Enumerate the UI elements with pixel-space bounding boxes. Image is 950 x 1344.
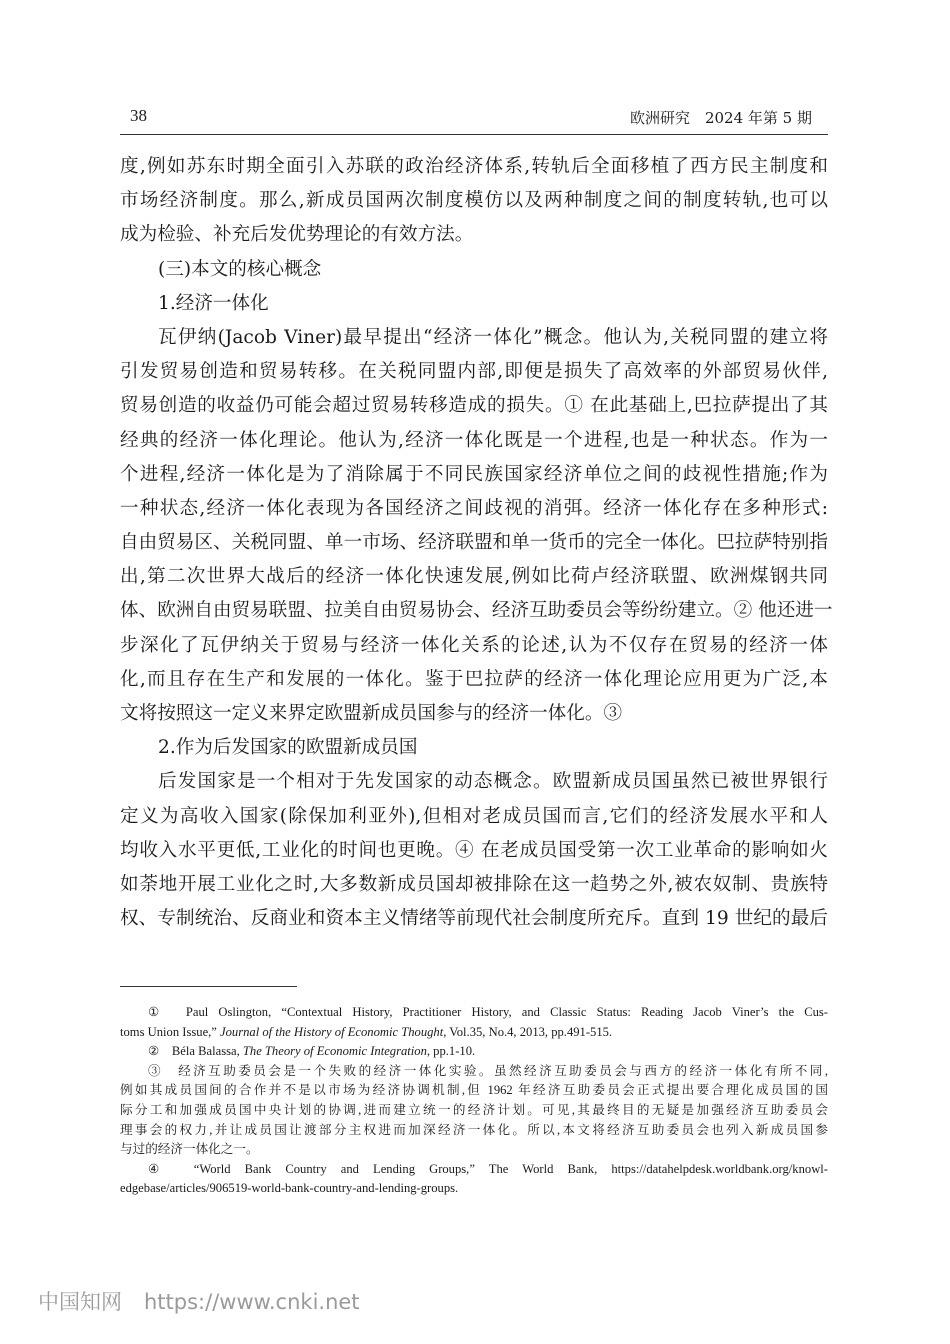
- body-line: 引发贸易创造和贸易转移。在关税同盟内部,即便是损失了高效率的外部贸易伙伴,: [120, 361, 828, 383]
- footnote-text: 理事会的权力,并让成员国让渡部分主权进而加深经济一体化。所以,本文将经济互助委员会也列入新成员国参: [120, 1122, 828, 1137]
- footnote-separator: [120, 986, 297, 987]
- footnote-line: [120, 1140, 828, 1160]
- body-line: 出,第二次世界大战后的经济一体化快速发展,例如比荷卢经济联盟、欧洲煤钢共同: [120, 566, 828, 588]
- footnote-text: , pp.1-10.: [426, 1044, 476, 1059]
- body-line: 度,例如苏东时期全面引入苏联的政治经济体系,转轨后全面移植了西方民主制度和: [120, 156, 828, 177]
- body-line: 体、欧洲自由贸易联盟、拉美自由贸易协会、经济互助委员会等纷纷建立。② 他还进一: [120, 600, 833, 622]
- footnote-line: [120, 1003, 828, 1023]
- body-line: 贸易创造的收益仍可能会超过贸易转移造成的损失。① 在此基础上,巴拉萨提出了其: [120, 395, 828, 417]
- body-line: 步深化了瓦伊纳关于贸易与经济一体化关系的论述,认为不仅存在贸易的经济一体: [120, 634, 828, 656]
- body-line: 权、专制统治、反商业和资本主义情绪等前现代社会制度所充斥。直到 19 世纪的最后: [120, 908, 828, 930]
- footnote-line: [120, 1023, 828, 1043]
- footnote-text: 例如其成员国间的合作并不是以市场为经济协调机制,但 1962 年经济互助委员会正式提出要合理化成员国的国: [120, 1083, 828, 1098]
- body-line: 自由贸易区、关税同盟、单一市场、经济联盟和单一货币的完全一体化。巴拉萨特别指: [120, 532, 828, 554]
- body-line: 均收入水平更低,工业化的时间也更晚。④ 在老成员国受第一次工业革命的影响如火: [120, 839, 828, 861]
- body-line: 经典的经济一体化理论。他认为,经济一体化既是一个进程,也是一种状态。作为一: [120, 429, 828, 451]
- body-line: 如荼地开展工业化之时,大多数新成员国却被排除在这一趋势之外,被农奴制、贵族特: [120, 873, 828, 895]
- footnote-text: toms Union Issue,”: [120, 1024, 221, 1039]
- footnote-line: [120, 1062, 828, 1082]
- journal-issue: 欧洲研究 2024 年第 5 期: [629, 109, 812, 127]
- footnote-line: [120, 1179, 828, 1199]
- page-number: 38: [130, 106, 147, 125]
- watermark-brand: 中国知网: [38, 1290, 122, 1314]
- body-line: (三)本文的核心概念: [158, 258, 322, 280]
- footnote-line: [120, 1081, 828, 1101]
- body-line: 文将按照这一定义来界定欧盟新成员国参与的经济一体化。③: [120, 703, 623, 724]
- footnotes: [120, 1003, 828, 1199]
- footnote-line: [120, 1042, 828, 1062]
- footnote-text: ① Paul Oslington, “Contextual History, Practitioner History, and Classic Status: Reading Jacob Viner’s the Cus-: [148, 1005, 828, 1019]
- running-header: [120, 104, 828, 135]
- footnote-text: ② Béla Balassa,: [148, 1044, 243, 1059]
- footnote-line: [120, 1121, 828, 1141]
- body-line: 定义为高收入国家(除保加利亚外),但相对老成员国而言,它们的经济发展水平和人: [120, 805, 828, 827]
- footnote-line: [120, 1160, 828, 1180]
- body-line: 个进程,经济一体化是为了消除属于不同民族国家经济单位之间的歧视性措施;作为: [120, 463, 828, 485]
- footnote-title: Journal of the History of Economic Thought: [220, 1024, 444, 1039]
- body-text: [120, 150, 833, 936]
- cnki-watermark: [38, 1286, 382, 1316]
- footnote-text: ④ “World Bank Country and Lending Groups,” The World Bank, https://datahelpdesk.worldbank.org/knowl-: [148, 1161, 828, 1176]
- watermark-url: https://www.cnki.net: [144, 1290, 360, 1314]
- footnote-line: [120, 1101, 828, 1121]
- body-line: 后发国家是一个相对于先发国家的动态概念。欧盟新成员国虽然已被世界银行: [158, 771, 828, 793]
- body-line: 成为检验、补充后发优势理论的有效方法。: [120, 224, 474, 246]
- footnote-text: 与过的经济一体化之一。: [120, 1142, 259, 1157]
- body-line: 化,而且存在生产和发展的一体化。鉴于巴拉萨的经济一体化理论应用更为广泛,本: [120, 668, 828, 690]
- footnote-title: The Theory of Economic Integration: [242, 1044, 427, 1059]
- footnote-text: ③ 经济互助委员会是一个失败的经济一体化实验。虽然经济互助委员会与西方的经济一体化有所不同,: [148, 1063, 828, 1078]
- body-line: 一种状态,经济一体化表现为各国经济之间歧视的消弭。经济一体化存在多种形式:: [120, 497, 828, 519]
- footnote-text: edgebase/articles/906519-world-bank-country-and-lending-groups.: [120, 1181, 459, 1196]
- footnote-text: , Vol.35, No.4, 2013, pp.491-515.: [443, 1024, 613, 1039]
- body-line: 瓦伊纳(Jacob Viner)最早提出“经济一体化”概念。他认为,关税同盟的建立将: [158, 326, 828, 348]
- footnote-text: 际分工和加强成员国中央计划的协调,进而建立统一的经济计划。可见,其最终目的无疑是加强经济互助委员会: [120, 1102, 828, 1117]
- body-line: 2.作为后发国家的欧盟新成员国: [158, 737, 418, 759]
- body-line: 1.经济一体化: [158, 292, 269, 314]
- body-line: 市场经济制度。那么,新成员国两次制度模仿以及两种制度之间的制度转轨,也可以: [120, 190, 828, 212]
